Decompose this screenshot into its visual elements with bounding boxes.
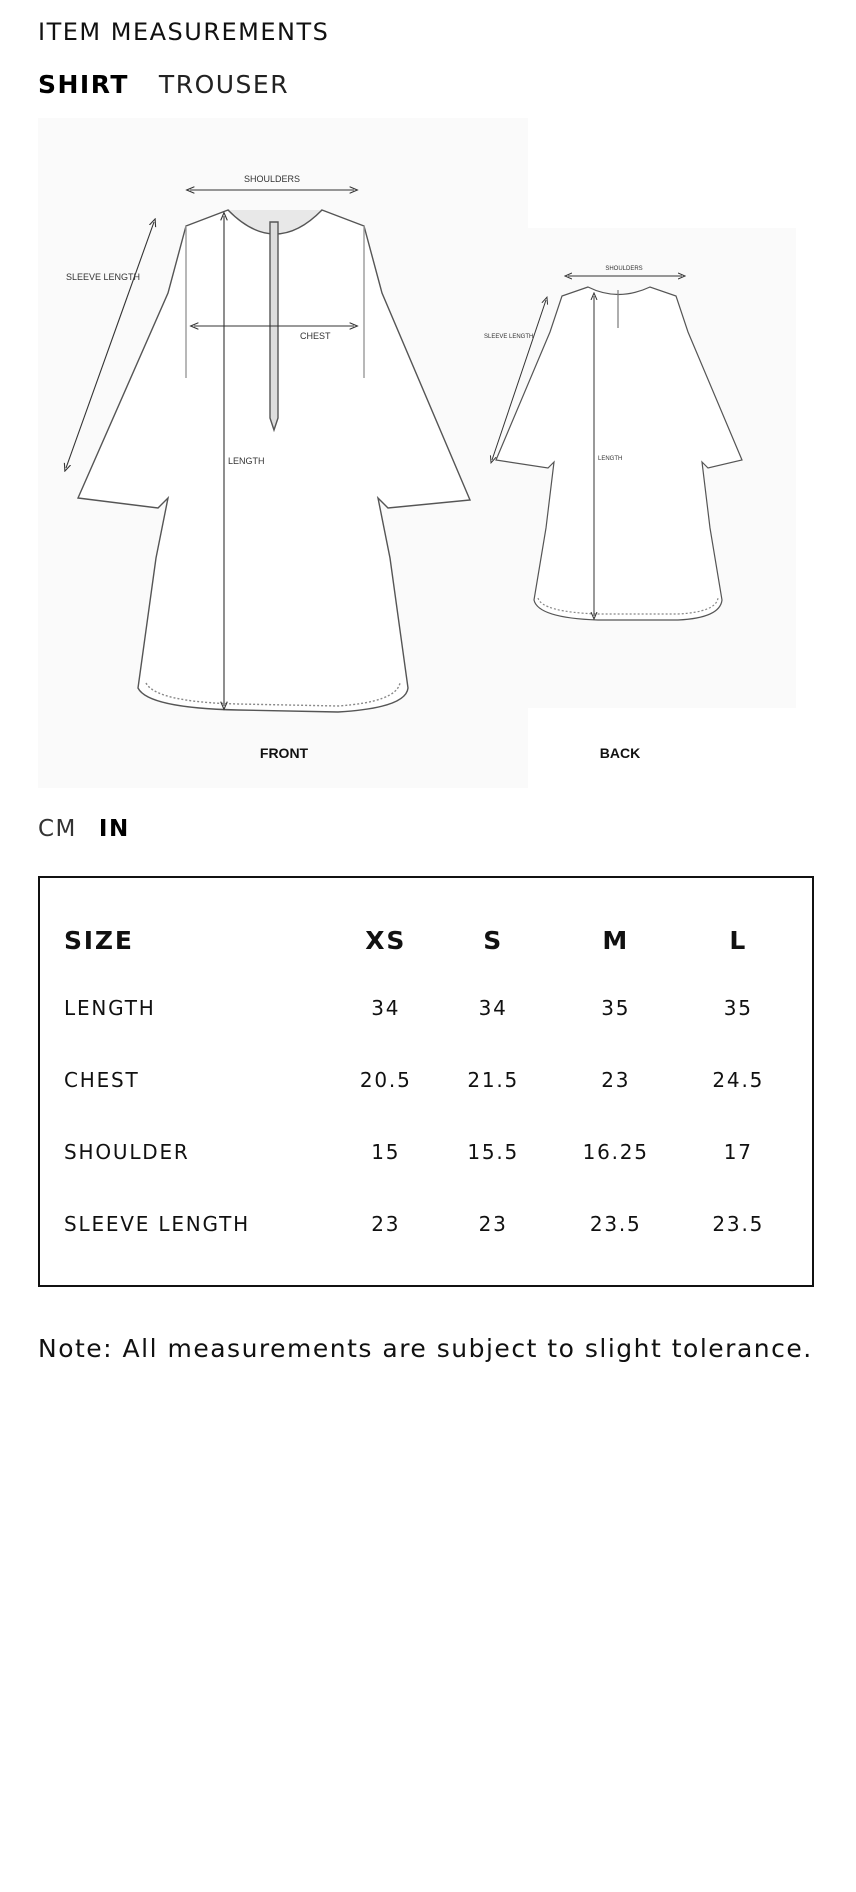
front-label-sleeve-length: SLEEVE LENGTH xyxy=(66,272,141,282)
table-cell: 23.5 xyxy=(712,1212,765,1236)
size-header-s: S xyxy=(483,925,504,955)
table-cell: 15.5 xyxy=(467,1140,520,1164)
table-cell: 35 xyxy=(601,996,631,1020)
table-cell: 23 xyxy=(371,1212,401,1236)
size-header-label: SIZE xyxy=(64,925,134,955)
table-cell: 15 xyxy=(371,1140,401,1164)
size-header-m: M xyxy=(602,925,630,955)
table-cell: 16.25 xyxy=(582,1140,649,1164)
table-cell: 17 xyxy=(723,1140,753,1164)
table-cell: 24.5 xyxy=(712,1068,765,1092)
table-row xyxy=(64,1116,792,1188)
back-label-shoulders: SHOULDERS xyxy=(605,266,643,272)
row-label: LENGTH xyxy=(64,996,156,1020)
tab-shirt[interactable]: SHIRT xyxy=(38,70,129,99)
front-label-chest: CHEST xyxy=(300,331,331,341)
table-cell: 20.5 xyxy=(359,1068,412,1092)
front-caption: FRONT xyxy=(259,745,309,761)
table-cell: 21.5 xyxy=(467,1068,520,1092)
tolerance-note: Note: All measurements are subject to slight tolerance. xyxy=(38,1334,813,1363)
back-caption: BACK xyxy=(599,745,641,761)
front-label-shoulders: SHOULDERS xyxy=(243,174,301,184)
table-cell: 23 xyxy=(601,1068,631,1092)
unit-cm-button[interactable]: CM xyxy=(38,816,77,842)
size-header-row xyxy=(64,908,792,972)
table-cell: 34 xyxy=(478,996,508,1020)
table-cell: 23.5 xyxy=(589,1212,642,1236)
table-row xyxy=(64,1044,792,1116)
back-label-length: LENGTH xyxy=(598,456,623,462)
tab-trouser[interactable]: TROUSER xyxy=(158,70,290,99)
unit-in-button[interactable]: IN xyxy=(98,816,130,842)
table-cell: 23 xyxy=(478,1212,508,1236)
row-label: CHEST xyxy=(64,1068,140,1092)
size-table xyxy=(64,908,792,1260)
row-label: SHOULDER xyxy=(64,1140,190,1164)
size-header-l: L xyxy=(729,925,748,955)
table-row xyxy=(64,972,792,1044)
table-row xyxy=(64,1188,792,1260)
garment-tabs xyxy=(38,70,289,99)
front-label-length: LENGTH xyxy=(228,456,265,466)
size-chart xyxy=(38,876,814,1287)
table-cell: 35 xyxy=(723,996,753,1020)
row-label: SLEEVE LENGTH xyxy=(64,1212,250,1236)
page-title: ITEM MEASUREMENTS xyxy=(38,18,330,46)
back-label-sleeve-length: SLEEVE LENGTH xyxy=(484,334,534,340)
unit-toggle xyxy=(38,816,130,842)
table-cell: 34 xyxy=(371,996,401,1020)
size-header-xs: XS xyxy=(365,925,407,955)
measurement-diagram xyxy=(38,118,796,788)
